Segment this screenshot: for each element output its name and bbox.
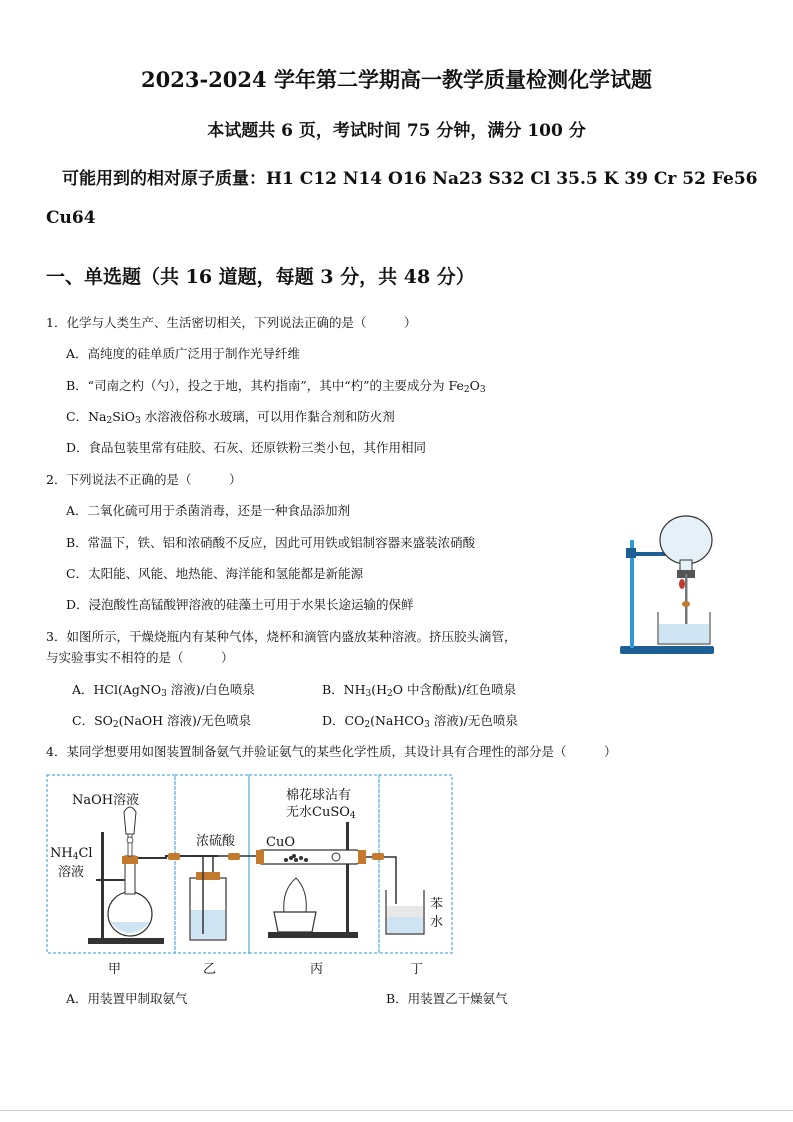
label-cuo: CuO <box>266 835 295 850</box>
atomic-masses-line1: 可能用到的相对原子质量：H1 C12 N14 O16 Na23 S32 Cl 35.5 K 39 Cr 52 Fe56 <box>62 169 758 189</box>
label-ding: 丁 <box>410 962 424 977</box>
q3-option-a: A．HCl(AgNO$_3$ 溶液)/白色喷泉 <box>72 682 255 699</box>
label-cotton-line1: 棉花球沾有 <box>286 788 352 803</box>
apparatus-yi <box>190 853 256 940</box>
q4-option-b: B．用装置乙干燥氨气 <box>386 991 508 1006</box>
page-bottom-divider <box>0 1110 793 1111</box>
q1-option-d: D．食品包装里常有硅胶、石灰、还原铁粉三类小包，其作用相同 <box>66 440 427 455</box>
label-jia: 甲 <box>108 962 122 977</box>
q2-option-b: B．常温下，铁、铝和浓硝酸不反应，因此可用铁或铝制容器来盛装浓硝酸 <box>66 535 476 550</box>
q2-stem: 2．下列说法不正确的是（ ） <box>46 472 242 487</box>
q1-option-b: B．“司南之杓（勺），投之于地，其杓指南”，其中“杓”的主要成分为 $Fe_2O_3$ <box>66 378 486 395</box>
q4-option-a: A．用装置甲制取氨气 <box>66 991 188 1006</box>
q3-option-b: B．$NH_3(H_2O$ 中含酚酞)/红色喷泉 <box>322 682 517 699</box>
atomic-masses-line2: Cu64 <box>46 208 96 228</box>
combustion-tube <box>258 850 360 864</box>
q3-stem-line2: 与实验事实不相符的是（ ） <box>46 650 234 665</box>
label-water: 水 <box>430 915 444 930</box>
alcohol-lamp <box>274 912 316 932</box>
q1-option-c: C．$Na_2SiO_3$ 水溶液俗称水玻璃，可以用作黏合剂和防火剂 <box>66 409 395 426</box>
cotton-ball <box>332 853 340 861</box>
section-title: 一、单选题（共 16 道题，每题 3 分，共 48 分） <box>46 266 475 288</box>
q3-stem-line1: 3．如图所示，干燥烧瓶内有某种气体，烧杯和滴管内盛放某种溶液。挤压胶头滴管， <box>46 629 517 644</box>
q3-option-c: C．$SO_2(NaOH$ 溶液)/无色喷泉 <box>72 713 252 730</box>
q2-option-c: C．太阳能、风能、地热能、海洋能和氢能都是新能源 <box>66 566 364 581</box>
flask <box>660 516 712 564</box>
q1-stem: 1．化学与人类生产、生活密切相关，下列说法正确的是（ ） <box>46 315 417 330</box>
label-naoh-solution: NaOH溶液 <box>72 793 140 808</box>
beaker-liquid <box>659 624 709 643</box>
q2-option-d: D．浸泡酸性高锰酸钾溶液的硅藻土可用于水果长途运输的保鲜 <box>66 597 414 612</box>
separatory-funnel <box>124 807 136 834</box>
apparatus-ding <box>386 890 424 934</box>
label-nh4cl-solution: 溶液 <box>58 865 85 880</box>
q3-option-d: D．$CO_2(NaHCO_3$ 溶液)/无色喷泉 <box>322 713 518 730</box>
alcohol-lamp-flame <box>284 878 307 912</box>
page-title: 2023-2024 学年第二学期高一教学质量检测化学试题 <box>141 67 652 92</box>
label-bing: 丙 <box>310 962 324 977</box>
label-cotton-line2: 无水CuSO$_4$ <box>286 805 356 821</box>
label-conc-sulfuric-acid: 浓硫酸 <box>196 834 236 849</box>
exam-info: 本试题共 6 页，考试时间 75 分钟，满分 100 分 <box>207 121 586 141</box>
q4-stem: 4．某同学想要用如图装置制备氨气并验证氨气的某些化学性质，其设计具有合理性的部分是（ ） <box>46 744 617 759</box>
q2-option-a: A．二氧化硫可用于杀菌消毒，还是一种食品添加剂 <box>66 503 351 518</box>
stand-base <box>620 646 714 654</box>
q1-option-a: A．高纯度的硅单质广泛用于制作光导纤维 <box>66 346 301 361</box>
stopper-jia <box>122 856 138 864</box>
label-benzene: 苯 <box>430 897 444 912</box>
dropper-bulb <box>679 579 685 589</box>
fountain-apparatus-figure <box>618 512 718 658</box>
label-nh4cl: $NH_4Cl$ <box>50 846 93 862</box>
label-yi: 乙 <box>203 962 217 977</box>
